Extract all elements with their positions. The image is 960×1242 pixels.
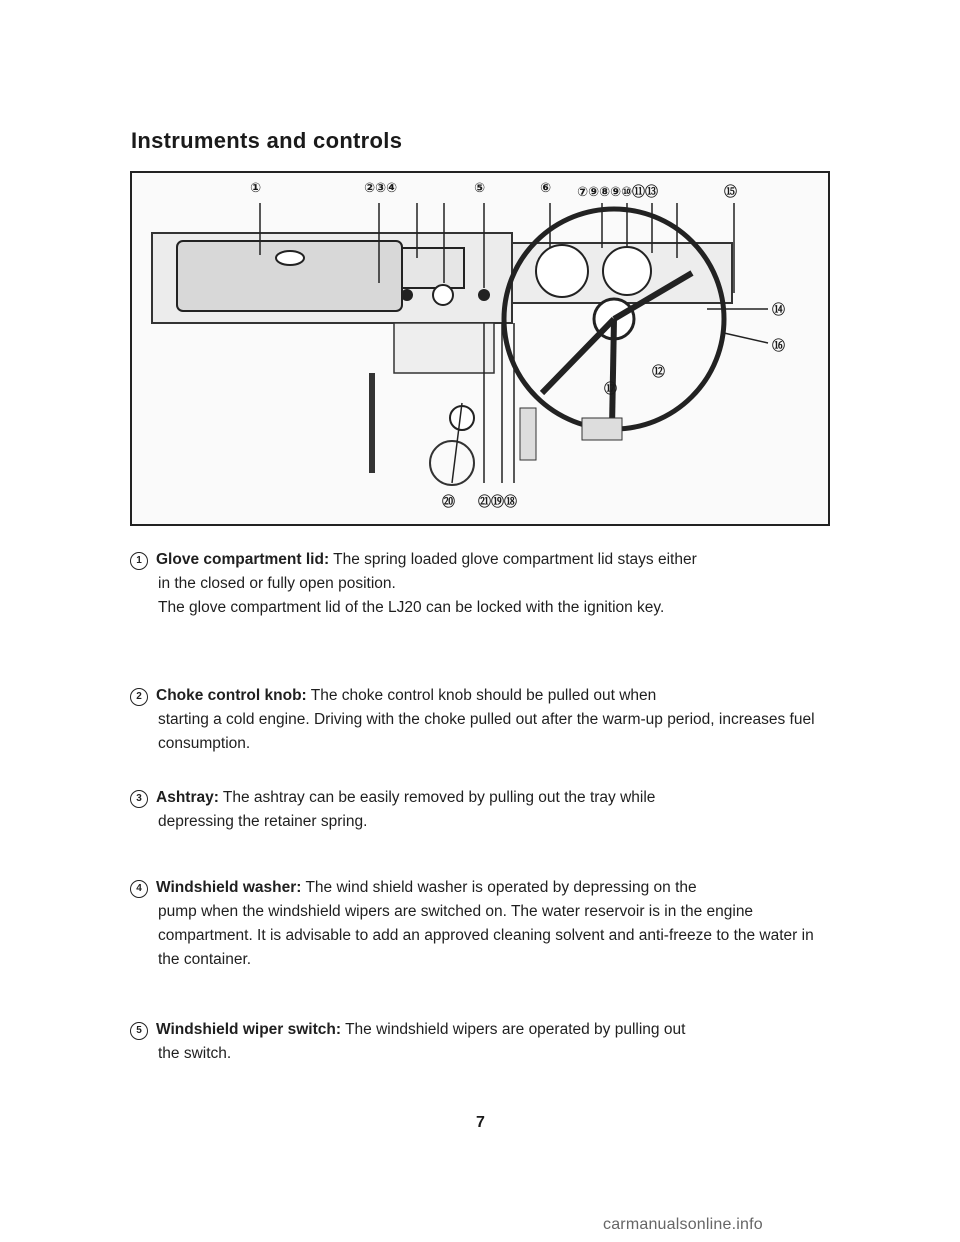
item-continuation: the switch.	[158, 1045, 232, 1062]
item-continuation: in the closed or fully open position.	[158, 575, 396, 592]
item-term: Windshield washer:	[156, 879, 302, 896]
callout-5: ⑤	[474, 181, 486, 196]
item-term: Glove compartment lid:	[156, 551, 330, 568]
callout-15: ⑮	[724, 185, 738, 200]
item-continuation: starting a cold engine. Driving with the choke pulled out after the warm-up period, increases fuel consumption.	[158, 711, 815, 752]
page-title: Instruments and controls	[131, 128, 403, 153]
callout-2-4: ②③④	[364, 181, 398, 196]
glove-box-lock-icon	[276, 251, 304, 265]
callout-21-18: ㉑⑲⑱	[478, 495, 518, 510]
wiper-switch	[478, 289, 490, 301]
pedal-left	[520, 408, 536, 460]
item-wiper-switch	[130, 1018, 820, 1066]
callout-12: ⑫	[652, 365, 666, 380]
item-text: The choke control knob should be pulled out when	[310, 687, 657, 704]
pedal-right	[582, 418, 622, 440]
item-term: Choke control knob:	[156, 687, 307, 704]
item-text: The ashtray can be easily removed by pulling out the tray while	[222, 789, 656, 806]
item-text: The windshield wipers are operated by pulling out	[345, 1021, 686, 1038]
item-choke-control	[130, 684, 820, 756]
speedometer	[536, 245, 588, 297]
item-number: 5	[130, 1022, 148, 1040]
item-ashtray	[130, 786, 820, 834]
gear-shift-knob	[450, 406, 474, 430]
watermark: carmanualsonline.info	[603, 1216, 763, 1233]
item-number: 1	[130, 552, 148, 570]
callout-16: ⑯	[772, 339, 786, 354]
page-number: 7	[476, 1114, 485, 1131]
item-continuation: depressing the retainer spring.	[158, 813, 368, 830]
item-term: Windshield wiper switch:	[156, 1021, 342, 1038]
callout-7-13: ⑦⑨⑧⑨⑩⑪⑬	[577, 185, 659, 200]
gauge-cluster	[603, 247, 651, 295]
choke-knob	[401, 289, 413, 301]
item-text: The spring loaded glove compartment lid stays either	[333, 551, 697, 568]
item-text: The wind shield washer is operated by depressing on the	[305, 879, 697, 896]
item-number: 3	[130, 790, 148, 808]
washer-knob	[433, 285, 453, 305]
callout-6: ⑥	[540, 181, 552, 196]
ashtray	[402, 248, 464, 288]
dashboard-illustration	[132, 173, 828, 524]
item-term: Ashtray:	[156, 789, 219, 806]
callout-14: ⑭	[772, 303, 786, 318]
callout-20: ⑳	[442, 495, 456, 510]
center-console	[394, 323, 494, 373]
item-number: 4	[130, 880, 148, 898]
item-windshield-washer	[130, 876, 820, 972]
item-glove-compartment	[130, 548, 820, 620]
item-extra: The glove compartment lid of the LJ20 can be locked with the ignition key.	[158, 599, 665, 616]
callout-1: ①	[250, 181, 262, 196]
item-continuation: pump when the windshield wipers are switched on. The water reservoir is in the engine compartment. It is advisable to add an approved cleaning solvent and anti-freeze to the water in the container.	[158, 903, 814, 968]
item-number: 2	[130, 688, 148, 706]
dashboard-figure	[130, 171, 830, 526]
callout-17: ⑰	[604, 382, 618, 397]
